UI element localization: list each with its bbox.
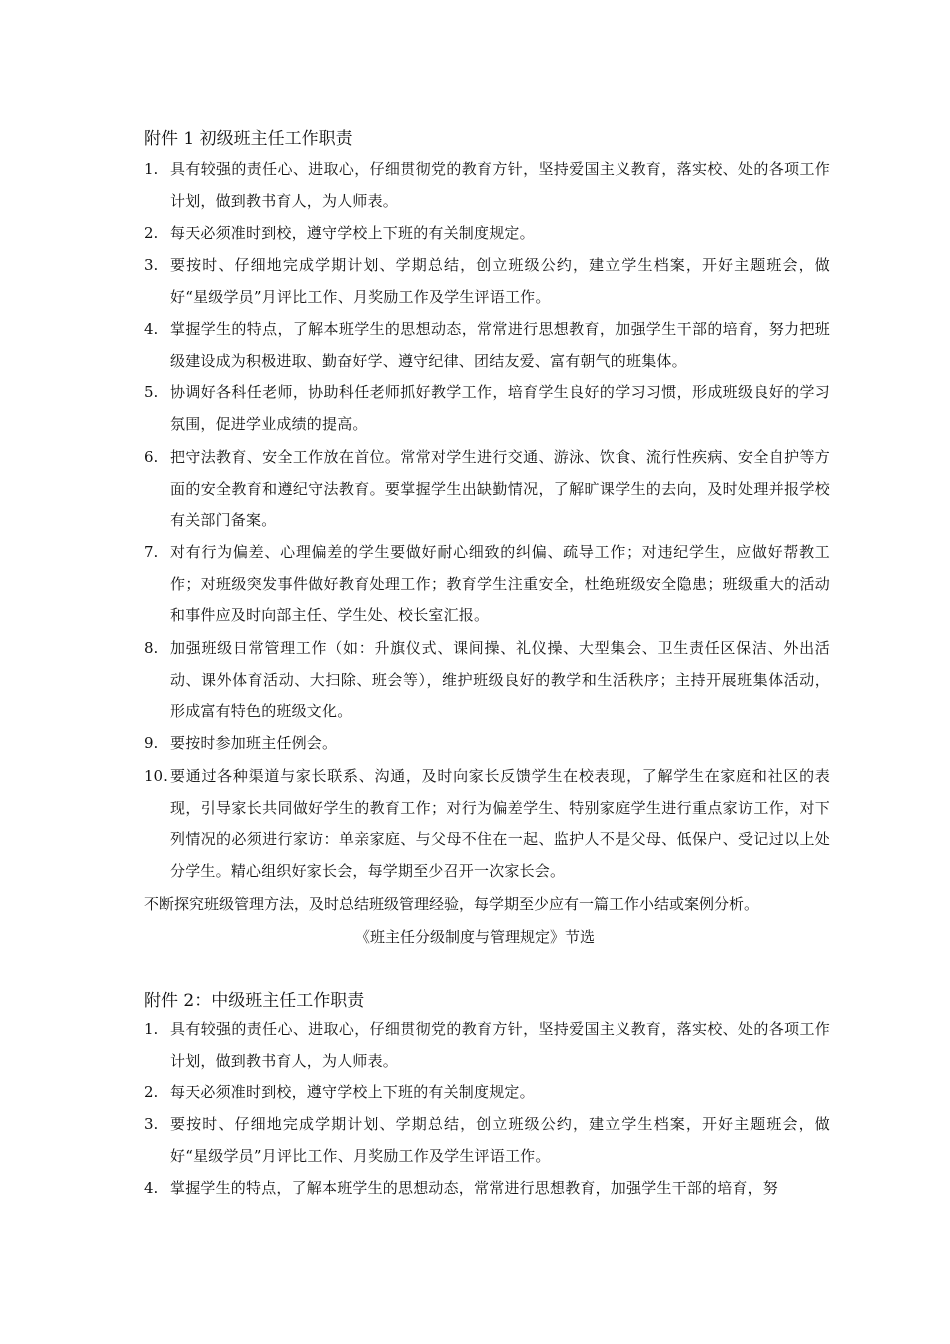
section1-item-2: [144, 218, 830, 250]
section1-item-5: [144, 377, 830, 440]
item-text: 协调好各科任老师，协助科任老师抓好教学工作，培育学生良好的学习习惯，形成班级良好的学习氛围，促进学业成绩的提高。: [170, 383, 830, 433]
item-text: 每天必须准时到校，遵守学校上下班的有关制度规定。: [170, 224, 535, 242]
item-text: 把守法教育、安全工作放在首位。常常对学生进行交通、游泳、饮食、流行性疾病、安全自护等方面的安全教育和遵纪守法教育。要掌握学生出缺勤情况，了解旷课学生的去向，及时处理并报学校有关部门备案。: [170, 448, 830, 529]
item-number: 10.: [144, 767, 168, 785]
item-text: 要按时、仔细地完成学期计划、学期总结，创立班级公约，建立学生档案，开好主题班会，做好“星级学员”月评比工作、月奖励工作及学生评语工作。: [170, 256, 830, 306]
section2-item-3: [144, 1109, 830, 1172]
item-text: 具有较强的责任心、进取心，仔细贯彻党的教育方针，坚持爱国主义教育，落实校、处的各项工作计划，做到教书育人，为人师表。: [170, 160, 830, 210]
item-text: 掌握学生的特点，了解本班学生的思想动态，常常进行思想教育，加强学生干部的培育，努: [170, 1179, 779, 1197]
item-text: 对有行为偏差、心理偏差的学生要做好耐心细致的纠偏、疏导工作；对违纪学生，应做好帮教工作；对班级突发事件做好教育处理工作；教育学生注重安全，杜绝班级安全隐患；班级重大的活动和事件应及时向部主任、学生处、校长室汇报。: [170, 543, 830, 624]
item-text: 每天必须准时到校，遵守学校上下班的有关制度规定。: [170, 1083, 535, 1101]
section1-title: 附件 1 初级班主任工作职责: [144, 129, 353, 149]
item-number: 2.: [144, 224, 159, 242]
item-text: 要通过各种渠道与家长联系、沟通，及时向家长反馈学生在校表现，了解学生在家庭和社区的表现，引导家长共同做好学生的教育工作；对行为偏差学生、特别家庭学生进行重点家访工作，对下列情况的必须进行家访：单亲家庭、与父母不住在一起、监护人不是父母、低保户、受记过以上处分学生。精心组织好家长会，每学期至少召开一次家长会。: [170, 767, 830, 880]
item-number: 4.: [144, 320, 159, 338]
item-text: 掌握学生的特点，了解本班学生的思想动态，常常进行思想教育，加强学生干部的培育，努力把班级建设成为积极进取、勤奋好学、遵守纪律、团结友爱、富有朝气的班集体。: [170, 320, 830, 370]
item-number: 7.: [144, 543, 159, 561]
section2-item-4: [144, 1173, 830, 1205]
item-number: 3.: [144, 256, 159, 274]
item-number: 5.: [144, 383, 159, 401]
section2-item-2: [144, 1077, 830, 1109]
section1-item-9: [144, 728, 830, 760]
item-text: 具有较强的责任心、进取心，仔细贯彻党的教育方针，坚持爱国主义教育，落实校、处的各项工作计划，做到教书育人，为人师表。: [170, 1020, 830, 1070]
section1-source: 《班主任分级制度与管理规定》节选: [354, 928, 595, 946]
section2-title: 附件 2：中级班主任工作职责: [144, 991, 365, 1011]
item-number: 3.: [144, 1115, 159, 1133]
section1-item-6: [144, 442, 830, 537]
section1-item-8: [144, 633, 830, 728]
section1-closing: 不断探究班级管理方法，及时总结班级管理经验，每学期至少应有一篇工作小结或案例分析。: [144, 895, 760, 913]
item-number: 8.: [144, 639, 159, 657]
section1-item-1: [144, 154, 830, 217]
item-text: 加强班级日常管理工作（如：升旗仪式、课间操、礼仪操、大型集会、卫生责任区保洁、外出活动、课外体育活动、大扫除、班会等），维护班级良好的教学和生活秩序；主持开展班集体活动，形成富有特色的班级文化。: [170, 639, 830, 720]
section2-item-1: [144, 1014, 830, 1077]
section1-item-4: [144, 314, 830, 377]
item-number: 9.: [144, 734, 159, 752]
section1-item-7: [144, 537, 830, 632]
item-number: 6.: [144, 448, 159, 466]
item-number: 1.: [144, 1020, 159, 1038]
item-number: 2.: [144, 1083, 159, 1101]
item-text: 要按时、仔细地完成学期计划、学期总结，创立班级公约，建立学生档案，开好主题班会，做好“星级学员”月评比工作、月奖励工作及学生评语工作。: [170, 1115, 830, 1165]
item-number: 1.: [144, 160, 159, 178]
section1-item-10: [144, 761, 830, 887]
item-number: 4.: [144, 1179, 159, 1197]
item-text: 要按时参加班主任例会。: [170, 734, 338, 752]
section1-item-3: [144, 250, 830, 313]
